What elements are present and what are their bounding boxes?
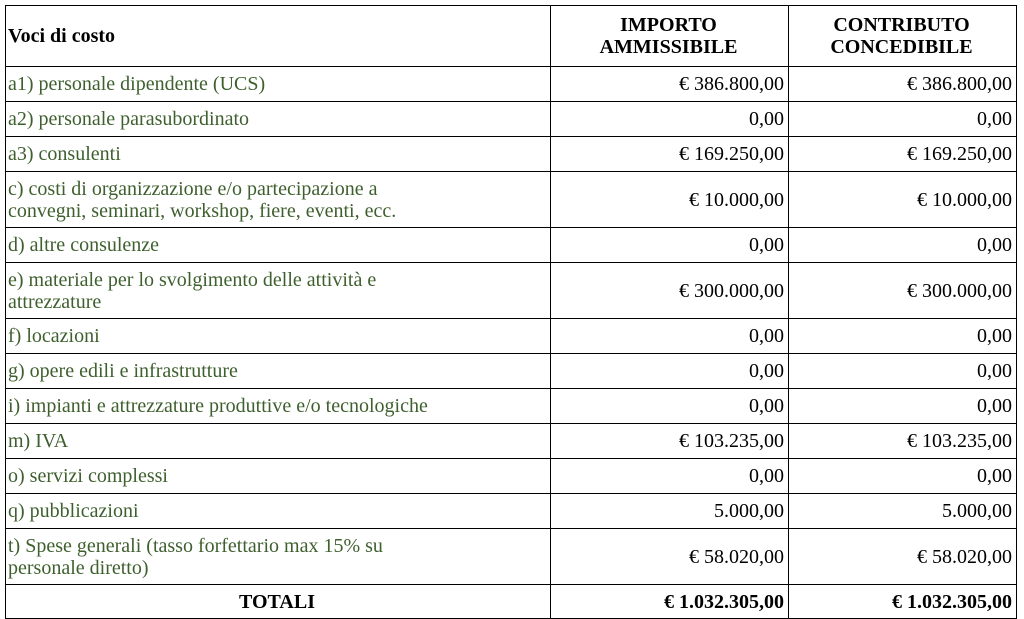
importo-ammissibile-value: 0,00 [551, 319, 789, 354]
cost-row [6, 389, 1017, 424]
importo-ammissibile-value: 0,00 [551, 102, 789, 137]
contributo-concedibile-value: € 300.000,00 [789, 263, 1017, 319]
cost-item-label [6, 459, 551, 494]
importo-ammissibile-value: € 58.020,00 [551, 529, 789, 585]
cost-row [6, 228, 1017, 263]
cost-item-label-line: o) servizi complessi [8, 465, 168, 487]
cost-row [6, 137, 1017, 172]
header-contributo-concedibile [789, 6, 1017, 67]
cost-item-label-line: attrezzature [8, 290, 102, 313]
importo-ammissibile-value: 5.000,00 [551, 494, 789, 529]
contributo-concedibile-value: 5.000,00 [789, 494, 1017, 529]
importo-ammissibile-value: € 300.000,00 [551, 263, 789, 319]
totals-contributo: € 1.032.305,00 [789, 585, 1017, 619]
cost-item-label-line: a2) personale parasubordinato [8, 108, 250, 130]
contributo-concedibile-value: € 10.000,00 [789, 172, 1017, 228]
header-contributo-line-1: CONTRIBUTO [833, 14, 970, 36]
cost-item-label-line: d) altre consulenze [8, 234, 160, 256]
cost-row [6, 494, 1017, 529]
importo-ammissibile-value: € 10.000,00 [551, 172, 789, 228]
cost-item-label-line: q) pubblicazioni [8, 500, 139, 522]
importo-ammissibile-value: 0,00 [551, 228, 789, 263]
totals-importo: € 1.032.305,00 [551, 585, 789, 619]
cost-item-label [6, 172, 551, 228]
importo-ammissibile-value: 0,00 [551, 459, 789, 494]
cost-row [6, 459, 1017, 494]
cost-item-label [6, 102, 551, 137]
cost-item-label [6, 494, 551, 529]
header-row [6, 6, 1017, 67]
importo-ammissibile-value: 0,00 [551, 389, 789, 424]
cost-row [6, 354, 1017, 389]
cost-item-label [6, 67, 551, 102]
contributo-concedibile-value: € 58.020,00 [789, 529, 1017, 585]
header-contributo-line-2: CONCEDIBILE [830, 36, 973, 58]
contributo-concedibile-value: 0,00 [789, 102, 1017, 137]
cost-item-label [6, 354, 551, 389]
cost-item-label [6, 529, 551, 585]
cost-row [6, 424, 1017, 459]
contributo-concedibile-value: € 386.800,00 [789, 67, 1017, 102]
header-voci-di-costo: Voci di costo [6, 6, 551, 67]
cost-item-label-line: f) locazioni [8, 325, 100, 347]
cost-item-label-line: g) opere edili e infrastrutture [8, 360, 238, 382]
cost-item-label-line: a1) personale dipendente (UCS) [8, 73, 266, 95]
totals-label: TOTALI [6, 585, 551, 619]
cost-item-label-line: t) Spese generali (tasso forfettario max 15% su [8, 534, 383, 557]
contributo-concedibile-value: 0,00 [789, 228, 1017, 263]
cost-row [6, 67, 1017, 102]
importo-ammissibile-value: 0,00 [551, 354, 789, 389]
cost-item-label [6, 137, 551, 172]
contributo-concedibile-value: € 169.250,00 [789, 137, 1017, 172]
cost-item-label-line: m) IVA [8, 430, 69, 452]
header-importo-line-2: AMMISSIBILE [599, 36, 738, 58]
cost-item-label [6, 228, 551, 263]
cost-item-label-line: personale diretto) [8, 556, 149, 579]
importo-ammissibile-value: € 169.250,00 [551, 137, 789, 172]
cost-item-label [6, 424, 551, 459]
contributo-concedibile-value: € 103.235,00 [789, 424, 1017, 459]
cost-item-label-line: i) impianti e attrezzature produttive e/o tecnologiche [8, 395, 428, 417]
cost-row [6, 319, 1017, 354]
cost-row [6, 102, 1017, 137]
cost-row [6, 529, 1017, 585]
contributo-concedibile-value: 0,00 [789, 354, 1017, 389]
cost-row [6, 172, 1017, 228]
cost-item-label-line: e) materiale per lo svolgimento delle attività e [8, 268, 377, 291]
cost-item-label-line: convegni, seminari, workshop, fiere, eventi, ecc. [8, 199, 397, 222]
cost-table-body [6, 67, 1017, 619]
totals-row [6, 585, 1017, 619]
importo-ammissibile-value: € 103.235,00 [551, 424, 789, 459]
header-importo-line-1: IMPORTO [620, 14, 717, 36]
cost-item-label [6, 263, 551, 319]
cost-item-label [6, 319, 551, 354]
contributo-concedibile-value: 0,00 [789, 319, 1017, 354]
contributo-concedibile-value: 0,00 [789, 389, 1017, 424]
cost-table-wrapper [5, 5, 1016, 619]
cost-table [5, 5, 1017, 619]
importo-ammissibile-value: € 386.800,00 [551, 67, 789, 102]
cost-row [6, 263, 1017, 319]
cost-item-label [6, 389, 551, 424]
contributo-concedibile-value: 0,00 [789, 459, 1017, 494]
header-importo-ammissibile [551, 6, 789, 67]
cost-item-label-line: c) costi di organizzazione e/o partecipazione a [8, 177, 378, 200]
cost-item-label-line: a3) consulenti [8, 143, 121, 165]
